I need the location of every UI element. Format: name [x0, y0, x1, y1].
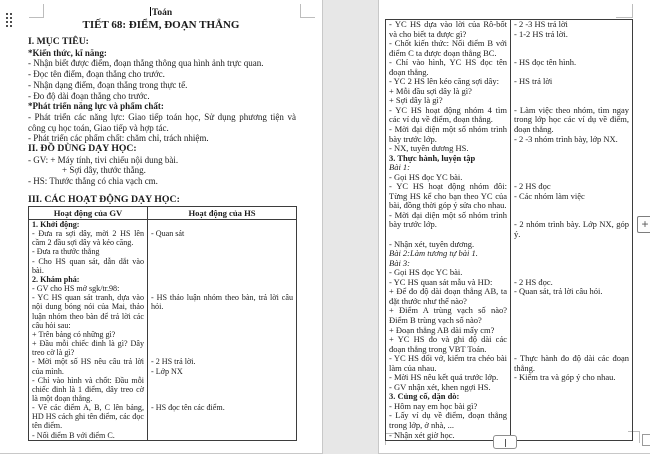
hs-cell: [511, 392, 633, 440]
paragraph: II. ĐỒ DÙNG DẠY HỌC:: [28, 143, 137, 155]
paragraph: - 2 HS đọc: [514, 181, 551, 192]
paragraph: - Lớp NX: [151, 366, 183, 376]
paragraph: - Mời đại diện một số nhóm trình bày trước lớp.: [389, 209, 507, 230]
gv-cell: [386, 154, 511, 183]
gv-cell: [386, 240, 511, 278]
gv-cell: [386, 77, 511, 106]
table-row: [386, 278, 633, 354]
table-row: [386, 373, 633, 392]
subject-label: Toán: [151, 8, 173, 18]
gv-cell: [29, 275, 148, 293]
table-row: [386, 58, 633, 77]
corner-box: [642, 434, 650, 446]
gv-cell: [386, 106, 511, 154]
paragraph: - Phát triển các phẩm chất: chăm chỉ, trách nhiệm.: [28, 133, 209, 144]
paragraph: - Quan sát: [151, 229, 185, 239]
gv-cell: [29, 229, 148, 275]
gv-cell: [386, 182, 511, 211]
hs-column-header: Hoạt động của HS: [148, 207, 297, 220]
paragraph: - Lấy ví dụ về điểm, đoạn thẳng trong lớp, ở nhà, ...: [389, 410, 507, 430]
hs-cell: [511, 58, 633, 77]
table-row: [386, 77, 633, 106]
paragraph: - 1-2 HS trả lời.: [514, 28, 568, 39]
paragraph: 2. Khám phá:: [32, 274, 80, 284]
table-row: [386, 354, 633, 373]
hs-cell: [511, 373, 633, 392]
table-row: [29, 403, 297, 440]
hs-cell: [148, 403, 297, 440]
paragraph: - Gọi HS đọc YC bài.: [389, 171, 463, 182]
page-header: [0, 7, 322, 19]
paragraph: - HS đọc tên hình.: [514, 57, 577, 68]
paragraph: - Chỉ vào hình, YC HS đọc tên đoạn thẳng.: [389, 57, 507, 77]
paragraph: - 2 HS đọc.: [514, 276, 553, 287]
hs-cell: [511, 240, 633, 278]
page-nav-pill[interactable]: [493, 435, 517, 449]
paragraph: - GV nhận xét, khen ngợi HS.: [389, 381, 491, 392]
table-row: [386, 154, 633, 183]
table-row: [386, 182, 633, 211]
gv-cell: [29, 403, 148, 440]
paragraph: + Trên bảng có những gì?: [32, 329, 116, 339]
paragraph: - YC HS quan sát tranh, dựa vào nội dung bóng nói của Mai, thảo luận nhóm theo bàn để trả lời các câu hỏi sau:: [32, 293, 144, 330]
paragraph: - YC 2 HS lên kéo căng sợi dây:: [389, 76, 499, 87]
hs-cell: [148, 220, 297, 230]
table-row: [29, 229, 297, 275]
activities-table-page2: [385, 19, 633, 441]
paragraph: + Đoạn thẳng AB dài mấy cm?: [389, 324, 495, 335]
table-row: [29, 275, 297, 293]
paragraph: - Gọi HS đọc YC bài.: [389, 267, 463, 278]
gv-cell: [386, 278, 511, 354]
paragraph: + Điểm A trùng vạch số nào? Điểm B trùng vạch số nào?: [389, 305, 507, 325]
table-row: [386, 211, 633, 240]
paragraph: *Phát triển năng lực và phẩm chất:: [28, 101, 164, 112]
activities-table-page1: [28, 206, 297, 441]
paragraph: + Mỗi đầu sợi dây là gì?: [389, 85, 472, 96]
table-row: [386, 240, 633, 278]
paragraph: - Chốt kiến thức: Nối điểm B với điểm C ta được đoạn thẳng BC.: [389, 38, 507, 58]
paragraph: - Đọc tên điểm, đoạn thẳng cho trước.: [28, 69, 165, 80]
paragraph: - NX, tuyên dương HS.: [389, 143, 469, 154]
paragraph: - Mời một số HS nêu câu trả lời của mình.: [32, 357, 144, 376]
paragraph: - Mời đại diện một số nhóm trình bày trước lớp.: [389, 124, 507, 144]
table-row: [29, 376, 297, 403]
paragraph: - 2 HS trả lời.: [151, 357, 196, 367]
insert-plus-button[interactable]: +: [637, 216, 650, 233]
paragraph: - Nhận xét, tuyên dương.: [389, 238, 475, 249]
paragraph: - Quan sát, trả lời câu hỏi.: [514, 286, 603, 297]
paragraph: - YC HS dựa vào lời của Rô-bốt và cho biết ta được gì?: [389, 19, 507, 39]
hs-cell: [148, 229, 297, 275]
paragraph: - Các nhóm làm việc: [514, 190, 585, 201]
paragraph: - YC HS hoạt động nhóm 4 tìm các ví dụ về điểm, đoạn thẳng.: [389, 104, 507, 125]
hs-cell: [511, 182, 633, 211]
gv-cell: [29, 357, 148, 375]
activities-heading: III. CÁC HOẠT ĐỘNG DẠY HỌC:: [28, 194, 180, 205]
paragraph: - Cho HS quan sát, dẫn dắt vào bài.: [32, 256, 144, 275]
paragraph: - HS: Thước thẳng có chia vạch cm.: [28, 176, 158, 187]
paragraph: Bài 2:Làm tương tự bài 1.: [389, 248, 478, 259]
hs-cell: [511, 211, 633, 240]
paragraph: + Sợi dây, thước thẳng.: [62, 165, 146, 176]
paragraph: 3. Củng cố, dặn dò:: [389, 391, 460, 402]
paragraph: - Phát triển các năng lực: Giao tiếp toán học, Sử dụng phương tiện và công cụ học toán, Giao tiếp và hợp tác.: [28, 111, 296, 133]
paragraph: - 2 -3 nhóm trình bày, lớp NX.: [514, 133, 618, 144]
margin-mark-icon: [616, 4, 633, 18]
table-header-row: [29, 207, 297, 220]
paragraph: - Đưa ra thước thẳng: [32, 247, 100, 257]
paragraph: - Chỉ vào hình và chốt: Đầu mỗi chiếc đinh là 1 điểm, dây treo cờ là một đoạn thẳng.: [32, 375, 144, 403]
paragraph: - Kiểm tra và góp ý cho nhau.: [514, 372, 616, 383]
paragraph: - Nhận dạng điểm, đoạn thẳng trong thực tế.: [28, 79, 188, 90]
paragraph: - YC HS đổi vở, kiểm tra chéo bài làm của nhau.: [389, 353, 507, 373]
paragraph: - 2 -3 HS trả lời: [514, 19, 568, 29]
paragraph: + YC HS đo và ghi độ dài các đoạn thẳng trong VBT Toán.: [389, 334, 507, 354]
paragraph: + Đầu mỗi chiếc đinh là gì? Dây treo cờ là gì?: [32, 339, 144, 358]
paragraph: - Nối điểm B với điểm C.: [32, 430, 115, 440]
paragraph: - Hôm nay em học bài gì?: [389, 400, 478, 411]
gv-cell: [29, 293, 148, 357]
paragraph: 1. Khởi động:: [32, 220, 80, 229]
paragraph: - Đo độ dài đoạn thẳng cho trước.: [28, 90, 150, 101]
paragraph: - GV cho HS mở sgk/tr.98:: [32, 284, 120, 294]
gv-cell: [386, 373, 511, 392]
paragraph: - Thực hành đo độ dài các đoạn thẳng.: [514, 353, 629, 373]
table-row: [386, 106, 633, 154]
paragraph: - GV: + Máy tính, tivi chiếu nội dung bài.: [28, 154, 179, 165]
hs-cell: [511, 106, 633, 154]
paragraph: *Kiến thức, kĩ năng:: [28, 47, 107, 58]
paragraph: - 2 nhóm trình bày. Lớp NX, góp ý.: [514, 219, 629, 240]
paragraph: 3. Thực hành, luyện tập: [389, 152, 476, 163]
table-row: [386, 392, 633, 440]
paragraph: - Làm việc theo nhóm, tìm ngay trong lớp học các ví dụ về điểm, đoạn thẳng.: [514, 104, 629, 135]
lesson-title: TIẾT 68: ĐIỂM, ĐOẠN THẲNG: [82, 19, 240, 31]
paragraph: + Sợi dây là gì?: [389, 95, 443, 106]
hs-cell: [511, 154, 633, 183]
table-row: [29, 293, 297, 357]
paragraph: - YC HS hoạt động nhóm đôi: Từng HS kể cho bạn theo YC của bài, đồng thời góp ý sửa cho nhau.: [389, 181, 507, 211]
hs-cell: [148, 376, 297, 403]
paragraph: - Đưa ra sợi dây, mời 2 HS lên cầm 2 đầu sợi dây và kéo căng.: [32, 229, 144, 248]
paragraph: - HS thảo luận nhóm theo bàn, trả lời câu hỏi.: [151, 293, 293, 312]
paragraph: Bài 1:: [389, 162, 411, 173]
gv-cell: [29, 376, 148, 403]
table-row: [29, 357, 297, 375]
paragraph: - Vẽ các điểm A, B, C lên bảng, HD HS cách ghi tên điểm, các đọc tên điểm.: [32, 403, 144, 431]
hs-cell: [148, 275, 297, 293]
gv-cell: [386, 392, 511, 440]
hs-cell: [511, 354, 633, 373]
paragraph: Bài 3:: [389, 257, 411, 268]
paragraph: I. MỤC TIÊU:: [28, 36, 89, 47]
hs-cell: [148, 357, 297, 375]
gv-cell: [29, 220, 148, 230]
paragraph: - Mời HS nêu kết quả trước lớp.: [389, 372, 499, 383]
gv-cell: [386, 211, 511, 240]
paragraph: + Để đo độ dài đoạn thẳng AB, ta đặt thước như thế nào?: [389, 286, 507, 306]
paragraph: - Nhận biết được điểm, đoạn thẳng thông qua hình ảnh trực quan.: [28, 58, 264, 69]
hs-cell: [148, 293, 297, 357]
paragraph: - Nhận xét giờ học.: [389, 429, 455, 440]
paragraph: - HS trả lời: [514, 76, 553, 87]
gv-cell: [386, 20, 511, 59]
gv-cell: [386, 58, 511, 77]
table-row: [386, 20, 633, 59]
paragraph: - YC HS quan sát mẫu và HD:: [389, 276, 493, 287]
gv-column-header: Hoạt động của GV: [29, 207, 148, 220]
objectives-section: [28, 37, 296, 187]
text-cursor-icon: [150, 7, 151, 16]
hs-cell: [511, 278, 633, 354]
table-row: [29, 220, 297, 230]
gv-cell: [386, 354, 511, 373]
paragraph: - HS đọc tên các điểm.: [151, 403, 225, 413]
hs-cell: [511, 77, 633, 106]
hs-cell: [511, 20, 633, 59]
